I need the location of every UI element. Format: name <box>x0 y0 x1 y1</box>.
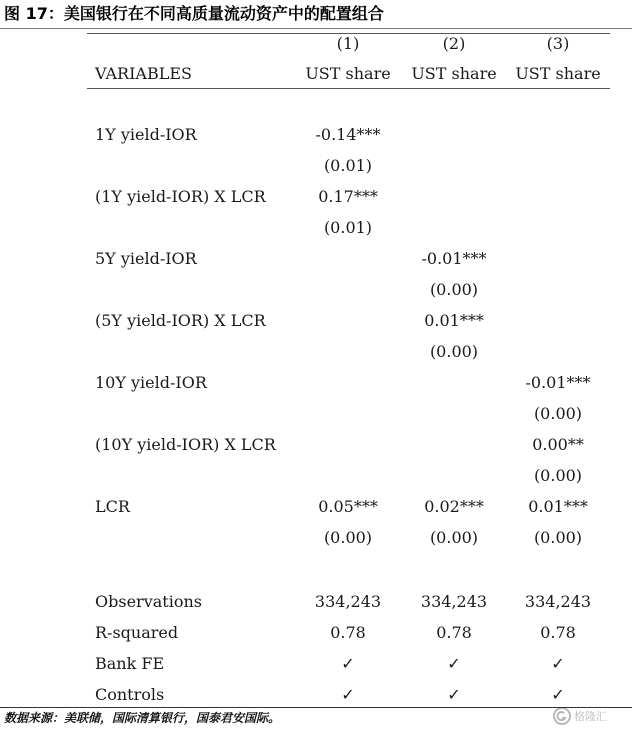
std-error-row-value: (0.00) <box>533 404 583 423</box>
column-header: UST share <box>305 64 391 83</box>
table-bottom-rule <box>0 707 632 708</box>
coefficient-row-value: -0.14*** <box>315 125 381 144</box>
stat-row-value: ✓ <box>551 654 565 673</box>
coefficient-row-value: 0.05*** <box>318 497 378 516</box>
title-rule <box>0 28 632 29</box>
stat-row-label: Bank FE <box>95 654 165 673</box>
std-error-row-value: (0.00) <box>323 528 373 547</box>
std-error-row-value: (0.01) <box>323 156 373 175</box>
stat-row-value: ✓ <box>341 654 355 673</box>
coefficient-row-label: 5Y yield-IOR <box>95 249 197 268</box>
std-error-row-value: (0.00) <box>533 466 583 485</box>
column-header: UST share <box>411 64 497 83</box>
coefficient-row-value: 0.00** <box>532 435 584 454</box>
stat-row-label: Controls <box>95 685 165 704</box>
coefficient-row-value: 0.01*** <box>528 497 588 516</box>
coefficient-row-value: 0.01*** <box>424 311 484 330</box>
source-note: 数据来源：美联储，国际清算银行，国泰君安国际。 <box>4 711 281 725</box>
coefficient-row-value: -0.01*** <box>421 249 487 268</box>
std-error-row-value: (0.01) <box>323 218 373 237</box>
watermark-text: 格隆汇 <box>574 710 607 723</box>
stat-row-value: 0.78 <box>540 623 576 642</box>
stat-row-label: R-squared <box>95 623 179 642</box>
watermark-icon <box>552 706 572 726</box>
figure-title: 图 17：美国银行在不同高质量流动资产中的配置组合 <box>4 4 384 23</box>
coefficient-row-value: 0.02*** <box>424 497 484 516</box>
std-error-row-value: (0.00) <box>429 280 479 299</box>
stat-row-value: ✓ <box>551 685 565 704</box>
coefficient-row-value: 0.17*** <box>318 187 378 206</box>
column-header: UST share <box>515 64 601 83</box>
coefficient-row-label: LCR <box>95 497 130 516</box>
table-header-rule <box>87 88 610 89</box>
stat-row-value: 0.78 <box>330 623 366 642</box>
stat-row-value: 334,243 <box>420 592 488 611</box>
coefficient-row-label: (5Y yield-IOR) X LCR <box>95 311 266 330</box>
stat-row-value: 334,243 <box>314 592 382 611</box>
std-error-row-value: (0.00) <box>533 528 583 547</box>
stat-row-value: 0.78 <box>436 623 472 642</box>
stat-row-value: ✓ <box>341 685 355 704</box>
watermark-logo <box>552 704 630 728</box>
coefficient-row-label: (1Y yield-IOR) X LCR <box>95 187 266 206</box>
column-number: (2) <box>442 34 466 53</box>
coefficient-row-label: (10Y yield-IOR) X LCR <box>95 435 276 454</box>
column-number: (1) <box>336 34 360 53</box>
std-error-row-value: (0.00) <box>429 528 479 547</box>
coefficient-row-value: -0.01*** <box>525 373 591 392</box>
coefficient-row-label: 1Y yield-IOR <box>95 125 197 144</box>
variables-header: VARIABLES <box>95 64 192 83</box>
coefficient-row-label: 10Y yield-IOR <box>95 373 207 392</box>
stat-row-value: ✓ <box>447 685 461 704</box>
stat-row-value: 334,243 <box>524 592 592 611</box>
column-number: (3) <box>546 34 570 53</box>
stat-row-value: ✓ <box>447 654 461 673</box>
stat-row-label: Observations <box>95 592 202 611</box>
std-error-row-value: (0.00) <box>429 342 479 361</box>
